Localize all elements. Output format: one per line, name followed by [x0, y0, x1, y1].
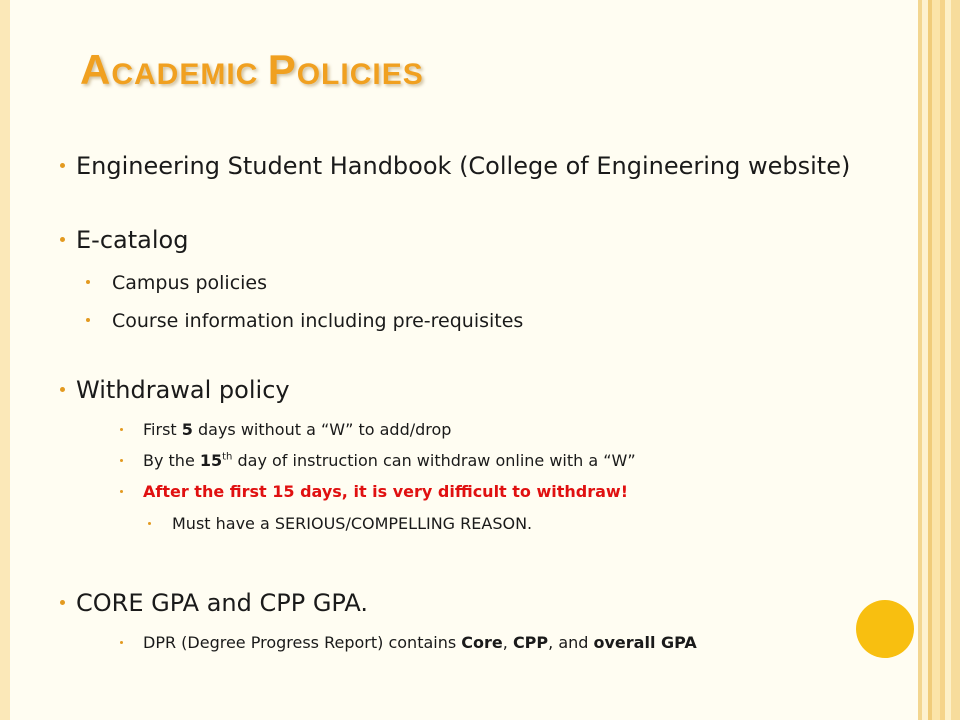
bullet-course-info: Course information including pre-requisites [86, 310, 523, 332]
bullet-dot-icon [60, 387, 65, 392]
bullet-dpr: DPR (Degree Progress Report) contains Core, CPP, and overall GPA [120, 633, 697, 652]
bullet-dot-icon [148, 522, 151, 525]
bullet-withdrawal: Withdrawal policy [60, 376, 290, 404]
bullet-dot-icon [60, 600, 65, 605]
bullet-dot-icon [86, 318, 90, 322]
bullet-serious-reason: Must have a SERIOUS/COMPELLING REASON. [148, 514, 532, 533]
bullet-list [44, 0, 914, 720]
right-frame-stripes [918, 0, 960, 720]
bullet-dot-icon [120, 459, 123, 462]
slide-title: ACADEMIC POLICIES [80, 46, 424, 93]
bullet-dot-icon [60, 237, 65, 242]
bullet-dot-icon [60, 163, 65, 168]
bullet-campus-policies: Campus policies [86, 272, 267, 294]
bullet-handbook: Engineering Student Handbook (College of Engineering website) [60, 152, 850, 180]
bullet-15th-day: By the 15th day of instruction can withdraw online with a “W” [120, 451, 636, 470]
bullet-first-5-days: First 5 days without a “W” to add/drop [120, 420, 451, 439]
bullet-ecatalog: E-catalog [60, 226, 188, 254]
bullet-dot-icon [86, 280, 90, 284]
bullet-withdraw-warning: After the first 15 days, it is very difficult to withdraw! [120, 482, 628, 501]
bullet-gpa: CORE GPA and CPP GPA. [60, 589, 368, 617]
bullet-dot-icon [120, 428, 123, 431]
bullet-dot-icon [120, 641, 123, 644]
bullet-dot-icon [120, 490, 123, 493]
decorative-circle [856, 600, 914, 658]
left-frame-band [0, 0, 10, 720]
